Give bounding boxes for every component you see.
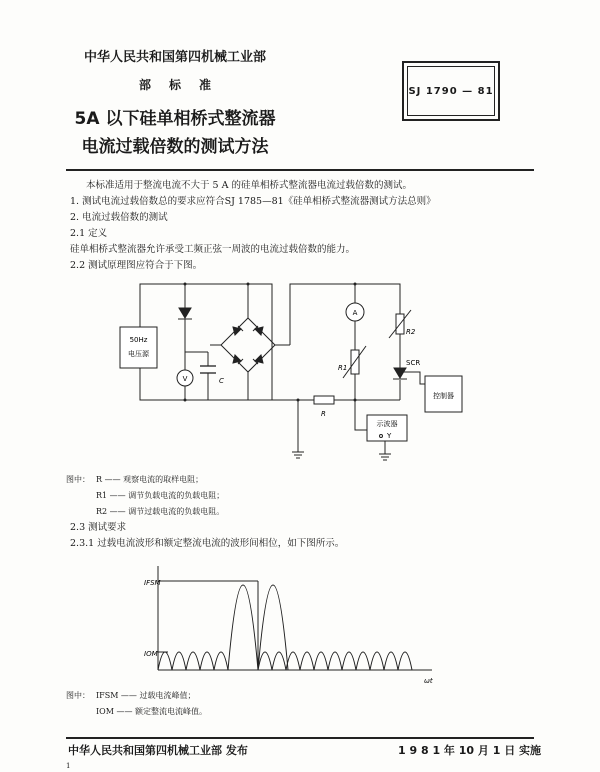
rated-current-waveform bbox=[158, 652, 412, 670]
standard-level: 部标准 bbox=[138, 78, 229, 92]
legend1-r1: R1 —— 调节负载电流的负载电阻； bbox=[96, 491, 225, 500]
clause-1: 1. 测试电流过载倍数总的要求应符合SJ 1785—81《硅单相桥式整流器测试方法总则》 bbox=[70, 196, 436, 207]
r-label: R bbox=[321, 410, 326, 418]
scr-label: SCR bbox=[406, 359, 421, 367]
clause-2: 2. 电流过载倍数的测试 bbox=[70, 212, 168, 223]
clause-2-3-1: 2.3.1 过载电流波形和额定整流电流的波形间相位，如下图所示。 bbox=[70, 538, 345, 549]
r1-label: R1 bbox=[338, 364, 348, 372]
legend2-iom: IOM —— 额定整流电流峰值。 bbox=[96, 707, 207, 716]
footer-rule bbox=[66, 737, 534, 739]
standard-number: SJ 1790 — 81 bbox=[407, 66, 495, 116]
legend2-prefix: 图中： bbox=[66, 691, 90, 700]
voltage-source-label-1: 50Hz bbox=[129, 336, 148, 344]
oscilloscope-label: 示波器 bbox=[376, 420, 398, 428]
r2-label: R2 bbox=[406, 328, 416, 336]
intro-text: 本标准适用于整流电流不大于 5 A 的硅单相桥式整流器电流过载倍数的测试。 bbox=[86, 180, 412, 191]
ammeter-label: A bbox=[352, 309, 358, 317]
voltmeter-label: V bbox=[182, 375, 188, 383]
oscilloscope-y-label: Y bbox=[387, 432, 392, 440]
ifsm-axis-label: IFSM bbox=[144, 579, 161, 587]
footer-issuer: 中华人民共和国第四机械工业部 发布 bbox=[68, 744, 248, 757]
voltage-source-label-2: 电压源 bbox=[128, 350, 149, 358]
title-line-2: 电流过载倍数的测试方法 bbox=[81, 137, 269, 157]
definition-text: 硅单相桥式整流器允许承受工频正弦一周波的电流过载倍数的能力。 bbox=[70, 244, 356, 255]
controller-label: 控制器 bbox=[433, 392, 454, 400]
clause-2-3: 2.3 测试要求 bbox=[70, 522, 127, 533]
clause-2-1: 2.1 定义 bbox=[70, 228, 108, 239]
footer-effective-date: 1 9 8 1 年 10 月 1 日 实施 bbox=[398, 744, 542, 757]
legend1-prefix: 图中： bbox=[66, 475, 90, 484]
legend2-ifsm: IFSM —— 过载电流峰值； bbox=[96, 691, 196, 700]
issuing-ministry: 中华人民共和国第四机械工业部 bbox=[83, 50, 266, 65]
title-line-1: 5A 以下硅单相桥式整流器 bbox=[74, 109, 276, 129]
capacitor-label: C bbox=[219, 377, 224, 385]
legend1-r2: R2 —— 调节过载电流的负载电阻。 bbox=[96, 507, 225, 516]
clause-2-2: 2.2 测试原理图应符合于下图。 bbox=[70, 260, 203, 271]
legend1-r: R —— 观察电流的取样电阻； bbox=[96, 475, 204, 484]
omega-t-axis-label: ωt bbox=[424, 677, 433, 685]
page-number: 1 bbox=[66, 762, 71, 770]
iom-axis-label: IOM bbox=[144, 650, 158, 658]
